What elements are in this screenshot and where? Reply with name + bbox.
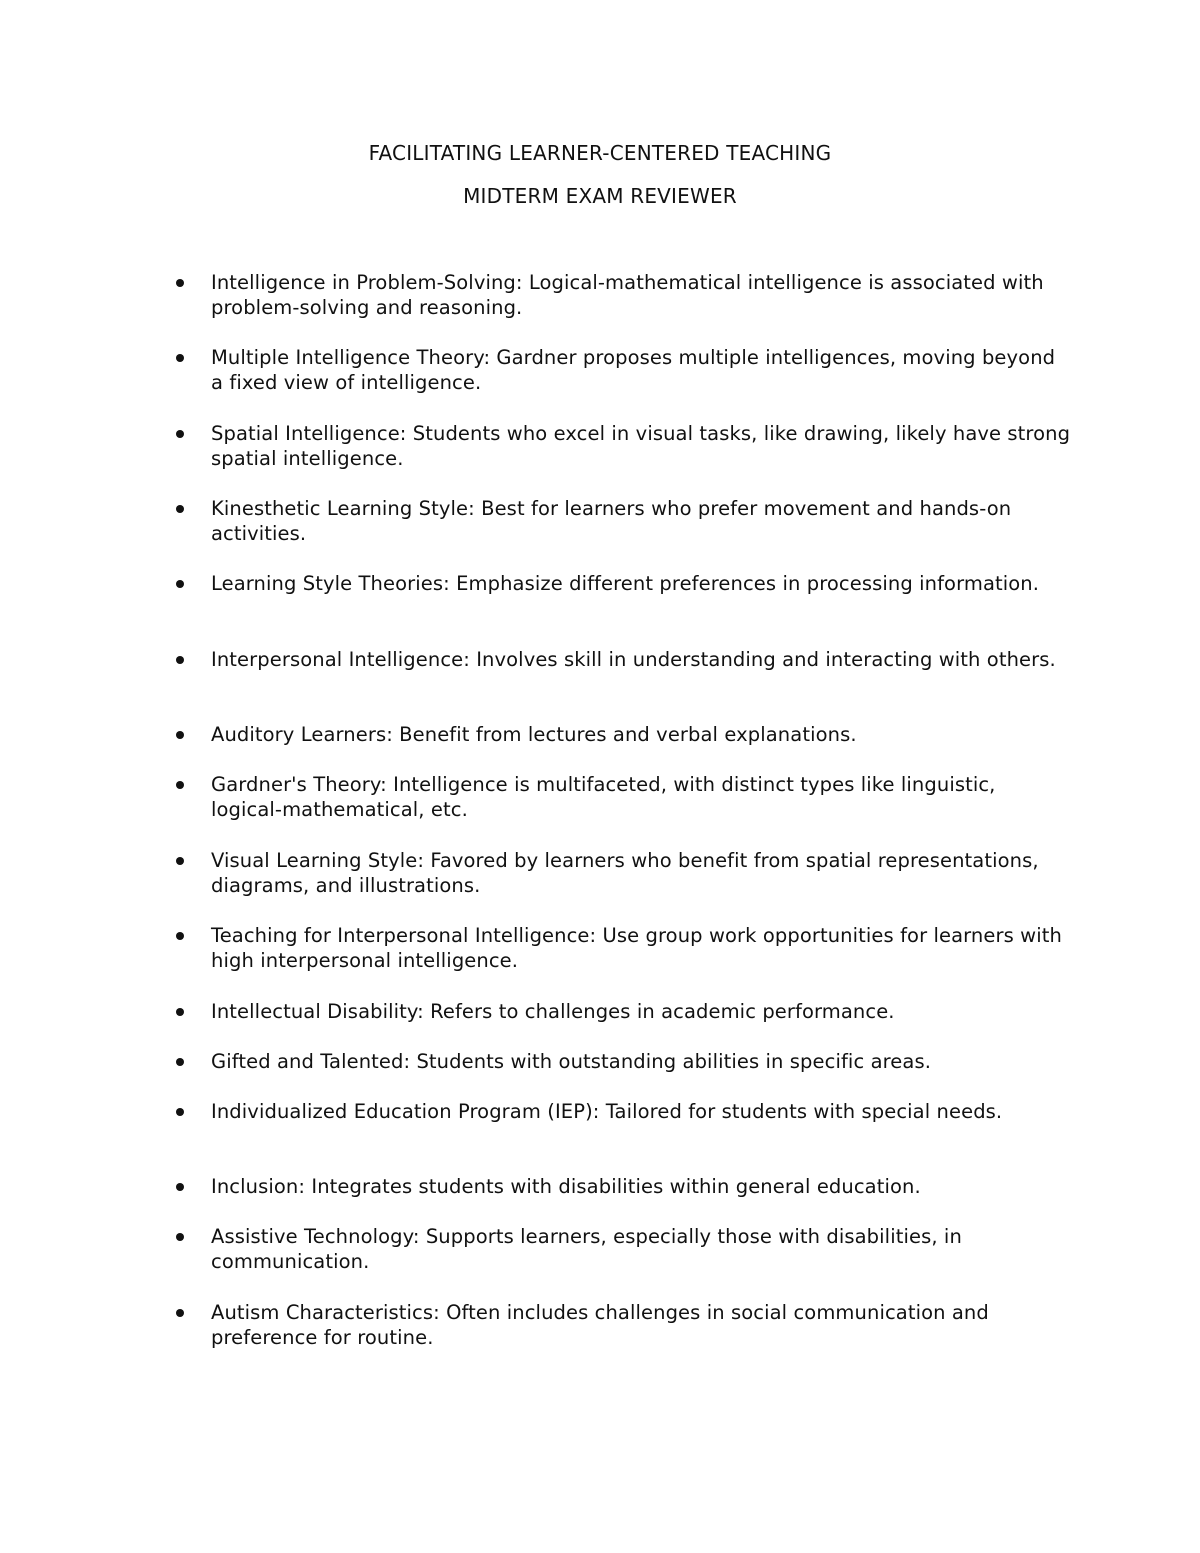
list-item <box>211 722 1071 747</box>
list-item-text: Multiple Intelligence Theory: Gardner proposes multiple intelligences, moving beyond a fixed view of intelligence. <box>211 346 1056 394</box>
list-item-text: Visual Learning Style: Favored by learners who benefit from spatial representations, diagrams, and illustrations. <box>211 849 1039 897</box>
bullet-icon <box>176 781 184 789</box>
list-item-text: Inclusion: Integrates students with disabilities within general education. <box>211 1175 921 1198</box>
list-item-text: Intellectual Disability: Refers to challenges in academic performance. <box>211 1000 895 1023</box>
document-title: FACILITATING LEARNER-CENTERED TEACHING <box>368 141 832 165</box>
bullet-icon <box>176 580 184 588</box>
list-item-text: Gifted and Talented: Students with outstanding abilities in specific areas. <box>211 1050 932 1073</box>
list-item <box>211 571 1071 596</box>
list-item-text: Assistive Technology: Supports learners, especially those with disabilities, in communication. <box>211 1225 962 1273</box>
list-item-text: Interpersonal Intelligence: Involves skill in understanding and interacting with others. <box>211 648 1056 671</box>
list-item <box>211 999 1071 1024</box>
list-item <box>211 772 1071 822</box>
bullet-icon <box>176 731 184 739</box>
bullet-icon <box>176 505 184 513</box>
list-item-text: Auditory Learners: Benefit from lectures and verbal explanations. <box>211 723 857 746</box>
document-subtitle: MIDTERM EXAM REVIEWER <box>463 184 737 208</box>
bullet-icon <box>176 430 184 438</box>
bullet-icon <box>176 354 184 362</box>
bullet-icon <box>176 1183 184 1191</box>
list-item <box>211 345 1071 395</box>
list-item-text: Kinesthetic Learning Style: Best for learners who prefer movement and hands-on activities. <box>211 497 1012 545</box>
list-item <box>211 1224 1071 1274</box>
list-item <box>211 1300 1071 1350</box>
bullet-icon <box>176 932 184 940</box>
bullet-icon <box>176 1058 184 1066</box>
list-item-text: Learning Style Theories: Emphasize different preferences in processing information. <box>211 572 1040 595</box>
list-item-text: Teaching for Interpersonal Intelligence: Use group work opportunities for learners with high interpersonal intelligence. <box>211 924 1062 972</box>
bullet-icon <box>176 656 184 664</box>
bullet-icon <box>176 279 184 287</box>
list-item <box>211 421 1071 471</box>
list-item <box>211 923 1071 973</box>
list-item <box>211 647 1071 672</box>
list-item <box>211 496 1071 546</box>
bullet-icon <box>176 857 184 865</box>
list-item-text: Gardner's Theory: Intelligence is multifaceted, with distinct types like linguistic, logical-mathematical, etc. <box>211 773 996 821</box>
list-item-text: Intelligence in Problem-Solving: Logical-mathematical intelligence is associated with problem-solving and reasoning. <box>211 271 1044 319</box>
list-item <box>211 1174 1071 1199</box>
list-item <box>211 1049 1071 1074</box>
list-item <box>211 848 1071 898</box>
list-item-text: Autism Characteristics: Often includes challenges in social communication and preference for routine. <box>211 1301 989 1349</box>
bullet-icon <box>176 1108 184 1116</box>
list-item <box>211 1099 1071 1124</box>
list-item-text: Spatial Intelligence: Students who excel in visual tasks, like drawing, likely have strong spatial intelligence. <box>211 422 1071 470</box>
bullet-icon <box>176 1309 184 1317</box>
bullet-icon <box>176 1233 184 1241</box>
list-item-text: Individualized Education Program (IEP): Tailored for students with special needs. <box>211 1100 1003 1123</box>
list-item <box>211 270 1071 320</box>
bullet-icon <box>176 1008 184 1016</box>
